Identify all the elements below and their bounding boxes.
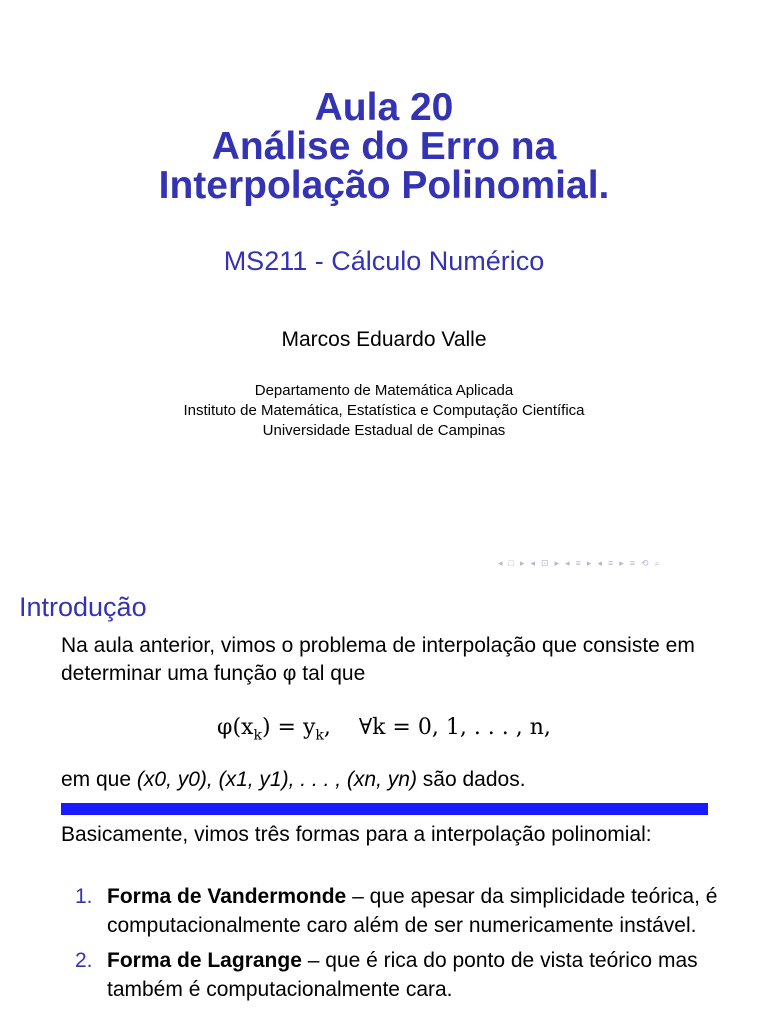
paragraph-three-forms: Basicamente, vimos três formas para a interpolação polinomial: (61, 823, 652, 846)
list-item (61, 946, 721, 1004)
institute-block (0, 381, 768, 441)
nav-next-icon[interactable]: ▸ (586, 558, 592, 568)
nav-search-icon[interactable]: ⌕ (654, 558, 660, 568)
nav-section-icon[interactable]: ≡ (607, 558, 614, 568)
nav-document-icon[interactable]: ≡ (629, 558, 636, 568)
list-item-text: – que é rica do ponto de vista teórico mas também é computacionalmente cara. (107, 949, 698, 1001)
author-name: Marcos Eduardo Valle (281, 328, 487, 351)
institute-line: Universidade Estadual de Campinas (262, 422, 506, 439)
slide-subtitle: MS211 - Cálculo Numérico (223, 246, 545, 276)
nav-prev-icon[interactable]: ◂ (498, 558, 503, 568)
interpolation-equation (0, 713, 768, 750)
paragraph-intro: Na aula anterior, vimos o problema de interpolação que consiste em determinar uma função φ tal que (61, 634, 695, 685)
nav-next-icon[interactable]: ▸ (554, 558, 560, 568)
nav-prev-icon[interactable]: ◂ (597, 558, 602, 568)
list-number: 1. (75, 885, 93, 908)
highlight-bar (61, 803, 708, 815)
intro-slide (0, 576, 768, 1024)
institute-line: Instituto de Matemática, Estatística e Computação Científica (183, 402, 585, 419)
nav-back-icon[interactable]: ⟲ (641, 558, 649, 568)
equation-rhs: , ∀k = 0, 1, . . . , n, (323, 715, 551, 740)
institute-line: Departamento de Matemática Aplicada (254, 382, 514, 399)
list-item (61, 882, 721, 940)
nav-frame-icon[interactable]: □ (508, 558, 514, 568)
equation-lhs: φ(x (217, 715, 254, 740)
data-points-expression: (x0, y0), (x1, y1), . . . , (xn, yn) (136, 768, 417, 791)
beamer-navigation-bar[interactable] (498, 556, 660, 570)
data-prefix: em que (61, 768, 137, 791)
nav-prev-icon[interactable]: ◂ (530, 558, 536, 568)
list-item-term: Forma de Lagrange (107, 949, 302, 972)
nav-next-icon[interactable]: ▸ (619, 558, 624, 568)
title-line: Aula 20 (314, 86, 454, 129)
equation-lhs-subscript: k (253, 727, 262, 744)
nav-subsection-icon[interactable]: ⊡ (541, 558, 549, 568)
nav-prev-icon[interactable]: ◂ (565, 558, 570, 568)
title-line: Análise do Erro na (211, 125, 557, 168)
list-item-term: Forma de Vandermonde (107, 885, 347, 908)
list-item-text: – que apesar da simplicidade teórica, é computacionalmente caro além de ser numericamente instável. (107, 885, 718, 937)
forms-list (61, 882, 721, 1010)
title-line: Interpolação Polinomial. (158, 164, 610, 207)
slide-title (0, 88, 768, 205)
data-suffix: são dados. (416, 768, 526, 791)
frame-title: Introdução (19, 592, 147, 622)
equation-mid-subscript: k (315, 727, 324, 744)
list-number: 2. (75, 949, 93, 972)
paragraph-data-points (61, 766, 526, 794)
nav-next-icon[interactable]: ▸ (519, 558, 525, 568)
nav-section-icon[interactable]: ≡ (575, 558, 581, 568)
equation-mid: ) = y (261, 715, 316, 740)
